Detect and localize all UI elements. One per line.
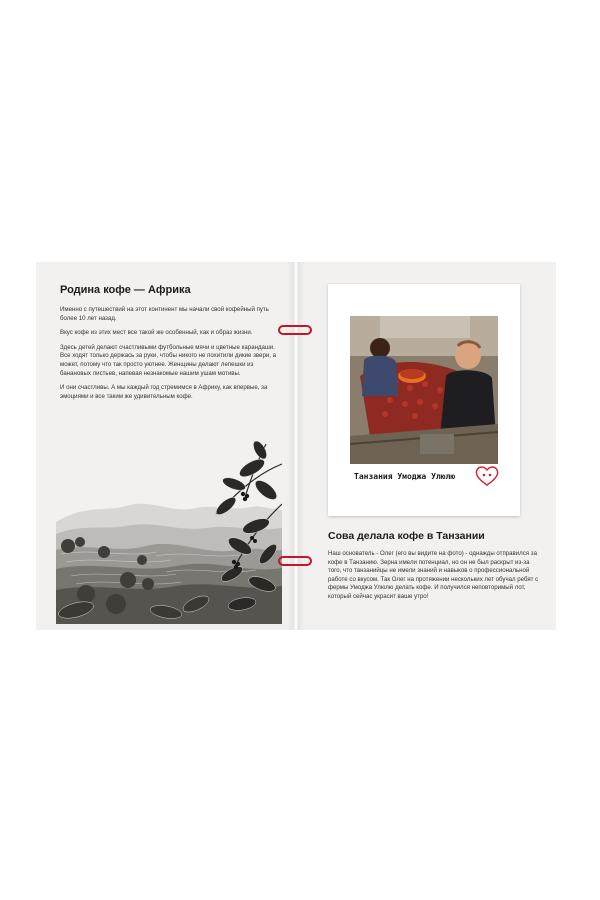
left-text-block	[60, 284, 280, 407]
photo-caption: Танзания Умоджа Улюлю	[354, 472, 456, 481]
left-page-title: Родина кофе — Африка	[60, 284, 191, 296]
booklet-spread	[36, 262, 556, 630]
left-paragraph-1: Именно с путешествий на этот континент мы начали свой кофейный путь более 10 лет назад.	[60, 306, 269, 322]
binding-ring-top	[278, 325, 312, 335]
left-paragraph-3: Здесь детей делают счастливыми футбольные мячи и цветные карандаши. Все ходят только держась за руки, чтобы никого не похитили дикие звери, а может, потому что так просто уютнее. Женщины делают лепешки из банановых листьев, напевая незнакомые нашим ушам мотивы.	[60, 343, 277, 377]
coffee-landscape-illustration	[56, 434, 282, 624]
right-text-block	[328, 530, 544, 608]
right-page-title: Сова делала кофе в Танзании	[328, 530, 485, 542]
right-paragraph: Наш основатель - Олег (его вы видите на фото) - однажды отправился за кофе в Танзанию. Зерна имели потенциал, но он не был раскрыт из-за того, что танзанийцы не имели знаний и навыков о профессиональной работе со вкусом. Так Олег на протяжении нескольких лет обучал ребят с фермы Умоджа Улюлю делать кофе. И получился неповторимый лот, который сейчас украсит ваше утро!	[328, 550, 539, 600]
left-page	[36, 262, 294, 630]
heart-icon	[474, 464, 500, 488]
left-paragraph-2: Вкус кофе из этих мест все такой же особенный, как и образ жизни.	[60, 329, 253, 337]
tanzania-photo	[350, 316, 498, 464]
right-page	[298, 262, 556, 630]
binding-ring-bottom	[278, 556, 312, 566]
photo-card	[328, 284, 520, 516]
left-paragraph-4: И они счастливы. А мы каждый год стремимся в Африку, как впервые, за эмоциями и все таким же удивительным кофе.	[60, 384, 268, 400]
